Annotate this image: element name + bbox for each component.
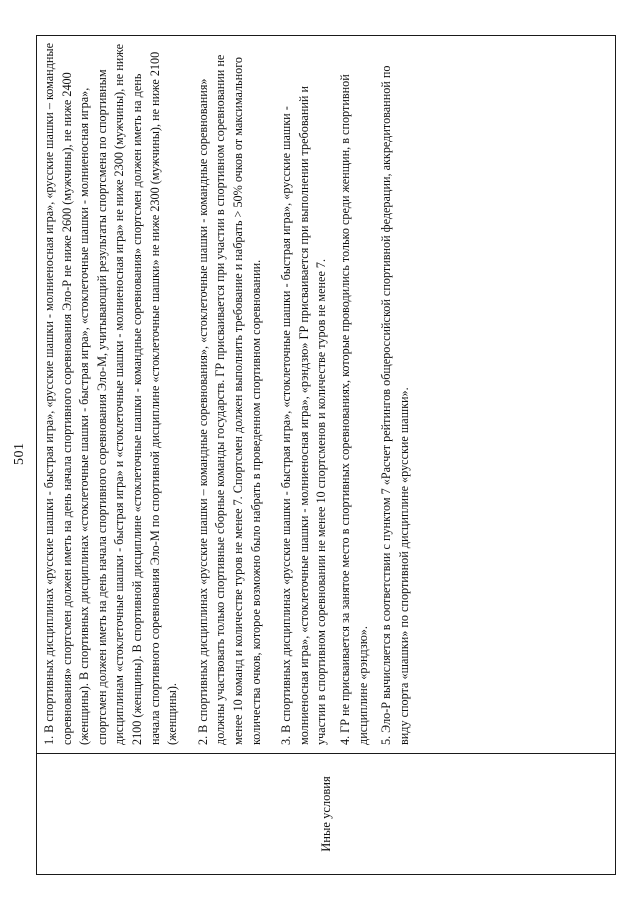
condition-paragraph-2: 2. В спортивных дисциплинах «русские шашки – командные соревнования», «стоклеточные шашки - командные соревнования» должны участвовать только спортивные сборные команды государств. ГР присваивается при участии в спортивном соревновании не менее 10 команд и количестве туров не менее 7. Спортсмен должен выполнить требование и набрать > 50% очков от максимального количества очков, которое возможно было набрать в проведенном спортивном соревновании.: [195, 54, 263, 745]
condition-paragraph-5: 5. Эло-Р вычисляется в соответствии с пунктом 7 «Расчет рейтингов общероссийской спортивной федерации, аккредитованной по виду спорта «шашки» по спортивной дисциплине «русские шашки».: [379, 65, 411, 745]
table-row: [37, 36, 616, 875]
conditions-text-cell: [37, 36, 616, 754]
page-number: 501: [12, 442, 27, 465]
condition-paragraph-4: 4. ГР не присваивается за занятое место в спортивных соревнованиях, которые проводились только среди женщин, в спортивной дисциплине «рэндзю».: [337, 74, 370, 745]
condition-paragraph-1: 1. В спортивных дисциплинах «русские шашки - быстрая игра», «русские шашки - молниеносная игра», «русские шашки – командные соревнования» спортсмен должен иметь на день начала спортивного соревнования Эло-Р не ниже 2600 (мужчины), не ниже 2400 (женщины). В спортивных дисциплинах «стоклеточные шашки - быстрая игра», «стоклеточные шашки - молниеносная игра», спортсмен должен иметь на день начала спортивного соревнования Эло-М, учитывающий результаты спортсмена по спортивным дисциплинам «стоклеточные шашки - быстрая игра» и «стоклеточные шашки - молниеносная игра» не ниже 2300 (мужчины), не ниже 2100 (женщины). В спортивной дисциплине «стоклеточные шашки - командные соревнования» спортсмен должен иметь на день начала спортивного соревнования Эло-М по спортивной дисциплине «стоклеточные шашки» не ниже 2300 (мужчины), не ниже 2100 (женщины).: [42, 42, 180, 745]
row-label-cell: [37, 754, 616, 875]
conditions-table: [36, 35, 616, 875]
condition-paragraph-3: 3. В спортивных дисциплинах «русские шашки - быстрая игра», «стоклеточные шашки - быстрая игра», «русские шашки - молниеносная игра», «стоклеточные шашки - молниеносная игра», «рэндзю» ГР присваивается при выполнении требований и участии в спортивном соревновании не менее 10 спортсменов и количестве туров не менее 7.: [279, 86, 329, 745]
row-label: Иные условия: [318, 776, 333, 852]
